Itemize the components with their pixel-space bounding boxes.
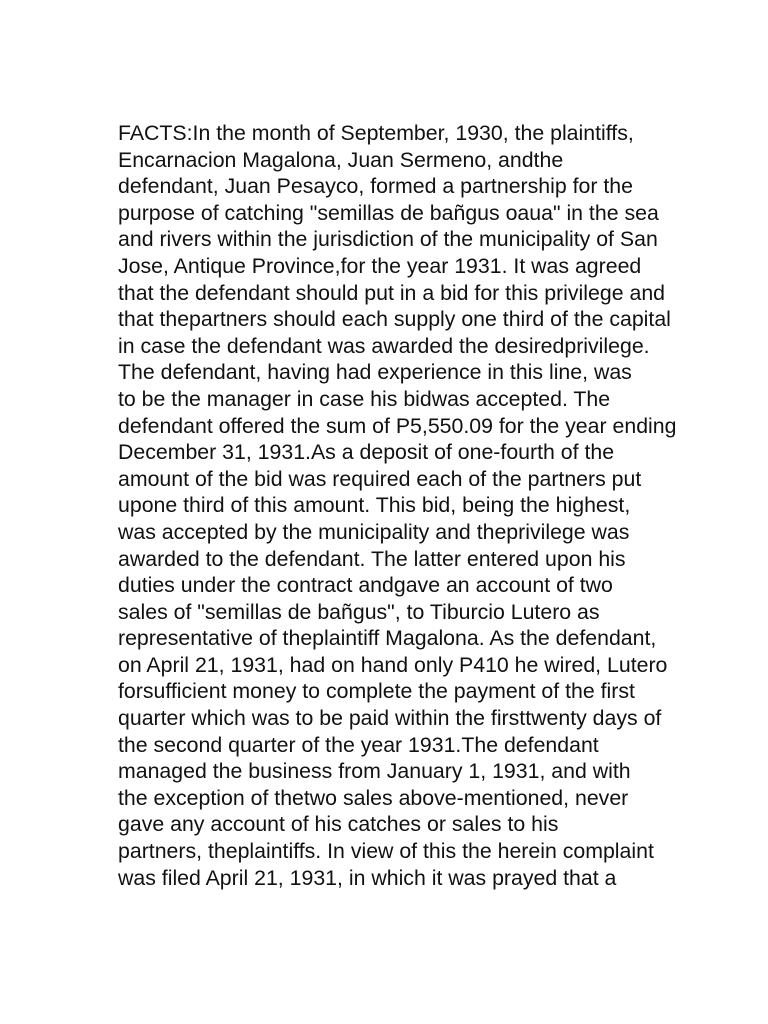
text-line: the second quarter of the year 1931.The defendant xyxy=(118,732,599,757)
text-line: December 31, 1931.As a deposit of one-fourth of the xyxy=(118,440,615,465)
text-line: Encarnacion Magalona, Juan Sermeno, andthe xyxy=(118,147,564,172)
text-line: that thepartners should each supply one third of the capital xyxy=(118,307,671,332)
text-line: The defendant, having had experience in this line, was xyxy=(118,360,632,385)
text-line: managed the business from January 1, 1931, and with xyxy=(118,759,631,784)
text-line: defendant, Juan Pesayco, formed a partnership for the xyxy=(118,174,633,199)
text-line: purpose of catching "semillas de bañgus oaua" in the sea xyxy=(118,200,659,225)
text-line: Jose, Antique Province,for the year 1931. It was agreed xyxy=(118,253,642,278)
text-line: upone third of this amount. This bid, being the highest, xyxy=(118,493,631,518)
text-line: the exception of thetwo sales above-mentioned, never xyxy=(118,785,629,810)
text-line: gave any account of his catches or sales to his xyxy=(118,812,559,837)
text-line: was filed April 21, 1931, in which it was prayed that a xyxy=(118,865,617,890)
text-line: amount of the bid was required each of the partners put xyxy=(118,466,642,491)
text-line: to be the manager in case his bidwas accepted. The xyxy=(118,386,611,411)
text-line: and rivers within the jurisdiction of the municipality of San xyxy=(118,227,658,252)
text-line: on April 21, 1931, had on hand only P410 he wired, Lutero xyxy=(118,652,668,677)
text-line: FACTS:In the month of September, 1930, the plaintiffs, xyxy=(118,121,634,145)
text-line: in case the defendant was awarded the desiredprivilege. xyxy=(118,333,650,358)
text-line: awarded to the defendant. The latter entered upon his xyxy=(118,546,626,571)
text-line: was accepted by the municipality and theprivilege was xyxy=(118,519,630,544)
text-line: sales of "semillas de bañgus", to Tiburcio Lutero as xyxy=(118,599,600,624)
text-line: quarter which was to be paid within the firsttwenty days of xyxy=(118,706,662,731)
text-line: forsufficient money to complete the payment of the first xyxy=(118,679,635,704)
text-line: defendant offered the sum of P5,550.09 for the year ending xyxy=(118,413,677,438)
text-line: that the defendant should put in a bid for this privilege and xyxy=(118,280,666,305)
text-line: duties under the contract andgave an account of two xyxy=(118,573,613,598)
text-line: representative of theplaintiff Magalona. As the defendant, xyxy=(118,626,657,651)
facts-paragraph xyxy=(118,120,718,891)
text-line: partners, theplaintiffs. In view of this the herein complaint xyxy=(118,839,654,864)
